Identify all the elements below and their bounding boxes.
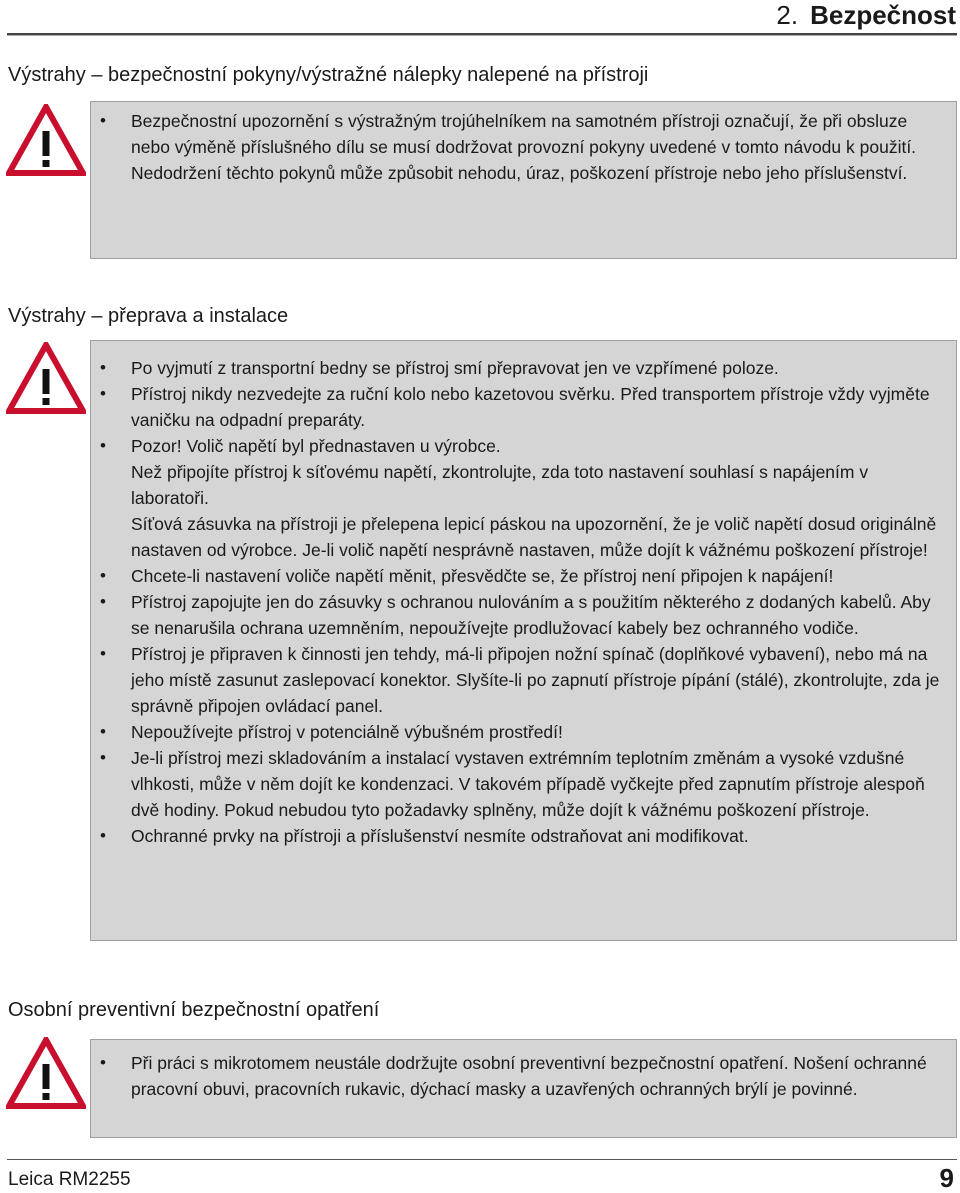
list-item-text: • Po vyjmutí z transportní bedny se přístroj smí přepravovat jen ve vzpřímené poloze. xyxy=(131,358,779,378)
list-item xyxy=(131,719,942,745)
list-item xyxy=(131,823,942,849)
list-item-text: • Přístroj nikdy nezvedejte za ruční kolo nebo kazetovou svěrku. Před transportem přístroje vždy vyjměte vaničku na odpadní preparáty. xyxy=(131,384,930,430)
list-item-text: Než připojíte přístroj k síťovému napětí, zkontrolujte, zda toto nastavení souhlasí s napájením v laboratoři. xyxy=(131,462,869,508)
chapter-name: Bezpečnost xyxy=(810,0,956,30)
header-divider xyxy=(7,33,957,36)
list-item-text: • Pozor! Volič napětí byl přednastaven u výrobce. xyxy=(131,436,501,456)
bullet-list xyxy=(131,1050,942,1102)
chapter-number: 2. xyxy=(776,0,799,30)
list-item-text: • Přístroj je připraven k činnosti jen tehdy, má-li připojen nožní spínač (doplňkové vybavení), nebo má na jeho místě zasunut zaslepovací konektor. Slyšíte-li po zapnutí přístroje pípání (stálé), zkontrolujte, zda je správně připojen ovládací panel. xyxy=(131,644,940,716)
footer-divider xyxy=(7,1159,957,1160)
list-item xyxy=(131,381,942,433)
section-heading-transport: Výstrahy – přeprava a instalace xyxy=(8,305,289,327)
bullet-list xyxy=(131,355,942,849)
list-item-text: • Chcete-li nastavení voliče napětí měnit, přesvědčte se, že přístroj není připojen k napájení! xyxy=(131,566,834,586)
list-item-text: • Je-li přístroj mezi skladováním a instalací vystaven extrémním teplotním změnám a vysoké vzdušné vlhkosti, může v něm dojít ke kondenzaci. V takovém případě vyčkejte před zapnutím přístroje alespoň dvě hodiny. Pokud nebudou tyto požadavky splněny, může dojít k vážnému poškození přístroje. xyxy=(131,748,925,820)
section-heading-personal-protection: Osobní preventivní bezpečnostní opatření xyxy=(8,999,380,1021)
list-item xyxy=(131,433,942,563)
chapter-title xyxy=(776,0,956,30)
warning-triangle-icon xyxy=(6,1037,86,1109)
list-item xyxy=(131,589,942,641)
notice-box-personal-protection xyxy=(90,1039,957,1138)
section-heading-warnings-labels: Výstrahy – bezpečnostní pokyny/výstražné nálepky nalepené na přístroji xyxy=(8,64,649,86)
list-item-text: • Ochranné prvky na přístroji a příslušenství nesmíte odstraňovat ani modifikovat. xyxy=(131,826,749,846)
list-item-text: • Při práci s mikrotomem neustále dodržujte osobní preventivní bezpečnostní opatření. Nošení ochranné pracovní obuvi, pracovních rukavic, dýchací masky a uzavřených ochranných brýlí je povinné. xyxy=(131,1053,927,1099)
list-item-text: • Nepoužívejte přístroj v potenciálně výbušném prostředí! xyxy=(131,722,563,742)
list-item-text: • Přístroj zapojujte jen do zásuvky s ochranou nulováním a s použitím některého z dodaných kabelů. Aby se nenarušila ochrana uzemněním, nepoužívejte prodlužovací kabely bez ochranného vodiče. xyxy=(131,592,931,638)
page-number: 9 xyxy=(939,1163,954,1193)
list-item xyxy=(131,641,942,719)
warning-triangle-icon xyxy=(6,342,86,414)
list-item-text: Nedodržení těchto pokynů může způsobit nehodu, úraz, poškození přístroje nebo jeho příslušenství. xyxy=(131,163,908,183)
bullet-list xyxy=(131,108,942,186)
list-item xyxy=(131,745,942,823)
list-item xyxy=(131,563,942,589)
list-item xyxy=(131,355,942,381)
list-item-text: Síťová zásuvka na přístroji je přelepena lepicí páskou na upozornění, že je volič napětí dosud originálně nastaven od výrobce. Je-li volič napětí nesprávně nastaven, může dojít k vážnému poškození přístroje! xyxy=(131,514,937,560)
list-item xyxy=(131,108,942,186)
list-item-text: • Bezpečnostní upozornění s výstražným trojúhelníkem na samotném přístroji označují, že při obsluze nebo výměně příslušného dílu se musí dodržovat provozní pokyny uvedené v tomto návodu k použití. xyxy=(131,111,917,157)
notice-box-transport xyxy=(90,340,957,941)
footer-product: Leica RM2255 xyxy=(8,1169,131,1190)
notice-box-labels xyxy=(90,101,957,259)
warning-triangle-icon xyxy=(6,104,86,176)
list-item xyxy=(131,1050,942,1102)
